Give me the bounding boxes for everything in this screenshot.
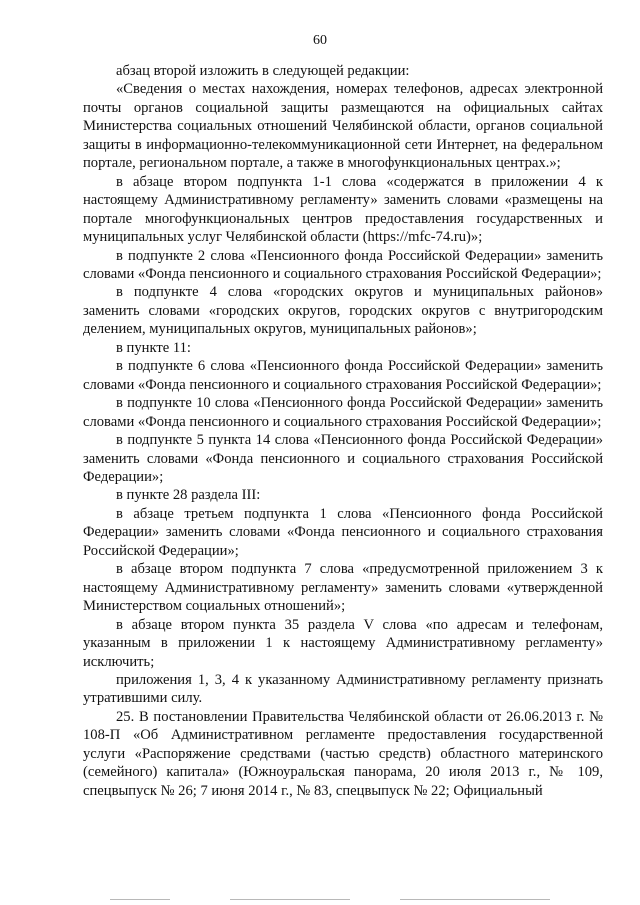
- document-body: [83, 62, 603, 800]
- paragraph: в пункте 28 раздела III:: [116, 487, 261, 504]
- paragraph: в подпункте 4 слова «городских округов и муниципальных районов» заменить словами «городских округов, городских округов с внутригородским делением, муниципальных округов, муниципальных районов»;: [83, 284, 603, 338]
- paragraph: абзац второй изложить в следующей редакции:: [116, 63, 410, 79]
- scan-artifact-line: [110, 899, 170, 900]
- paragraph: в абзаце втором пункта 35 раздела V слова «по адресам и телефонам, указанным в приложении 1 к настоящему Административному регламенту» исключить;: [83, 616, 603, 670]
- paragraph: 25. В постановлении Правительства Челябинской области от 26.06.2013 г. № 108-П «Об Административном регламенте предоставления государственной услуги «Распоряжение средствами (частью средств) областного материнского (семейного) капитала» (Южноуральская панорама, 20 июля 2013 г., № 109, спецвыпуск № 26; 7 июня 2014 г., № 83, спецвыпуск № 22; Официальный: [83, 708, 603, 799]
- paragraph: в абзаце третьем подпункта 1 слова «Пенсионного фонда Российской Федерации» заменить словами «Фонда пенсионного и социального страхования Российской Федерации»;: [83, 505, 603, 559]
- paragraph: в подпункте 2 слова «Пенсионного фонда Российской Федерации» заменить словами «Фонда пенсионного и социального страхования Российской Федерации»;: [83, 247, 603, 282]
- page-number: 60: [313, 33, 327, 48]
- paragraph: в пункте 11:: [116, 339, 191, 356]
- paragraph: в подпункте 6 слова «Пенсионного фонда Российской Федерации» заменить словами «Фонда пенсионного и социального страхования Российской Федерации»;: [83, 358, 603, 393]
- scan-bottom-edge: [0, 893, 640, 905]
- paragraph: в абзаце втором подпункта 7 слова «предусмотренной приложением 3 к настоящему Административному регламенту» заменить словами «утвержденной Министерством социальных отношений»;: [83, 561, 603, 615]
- paragraph: «Сведения о местах нахождения, номерах телефонов, адресах электронной почты органов социальной защиты размещаются на официальных сайтах Министерства социальных отношений Челябинской области, органов социальной защиты в информационно-телекоммуникационной сети Интернет, на федеральном портале, региональном портале, а также в многофункциональных центрах.»;: [83, 81, 603, 172]
- paragraph: в подпункте 10 слова «Пенсионного фонда Российской Федерации» заменить словами «Фонда пенсионного и социального страхования Российской Федерации»;: [83, 395, 603, 430]
- paragraph: в абзаце втором подпункта 1-1 слова «содержатся в приложении 4 к настоящему Административному регламенту» заменить словами «размещены на портале многофункциональных центров предоставления государственных и муниципальных услуг Челябинской области (https://mfc-74.ru)»;: [83, 173, 603, 246]
- paragraph: в подпункте 5 пункта 14 слова «Пенсионного фонда Российской Федерации» заменить словами «Фонда пенсионного и социального страхования Российской Федерации»;: [83, 432, 603, 485]
- scan-artifact-line: [400, 899, 550, 900]
- scan-artifact-line: [230, 899, 350, 900]
- paragraph: приложения 1, 3, 4 к указанному Административному регламенту признать утратившими силу.: [83, 671, 603, 707]
